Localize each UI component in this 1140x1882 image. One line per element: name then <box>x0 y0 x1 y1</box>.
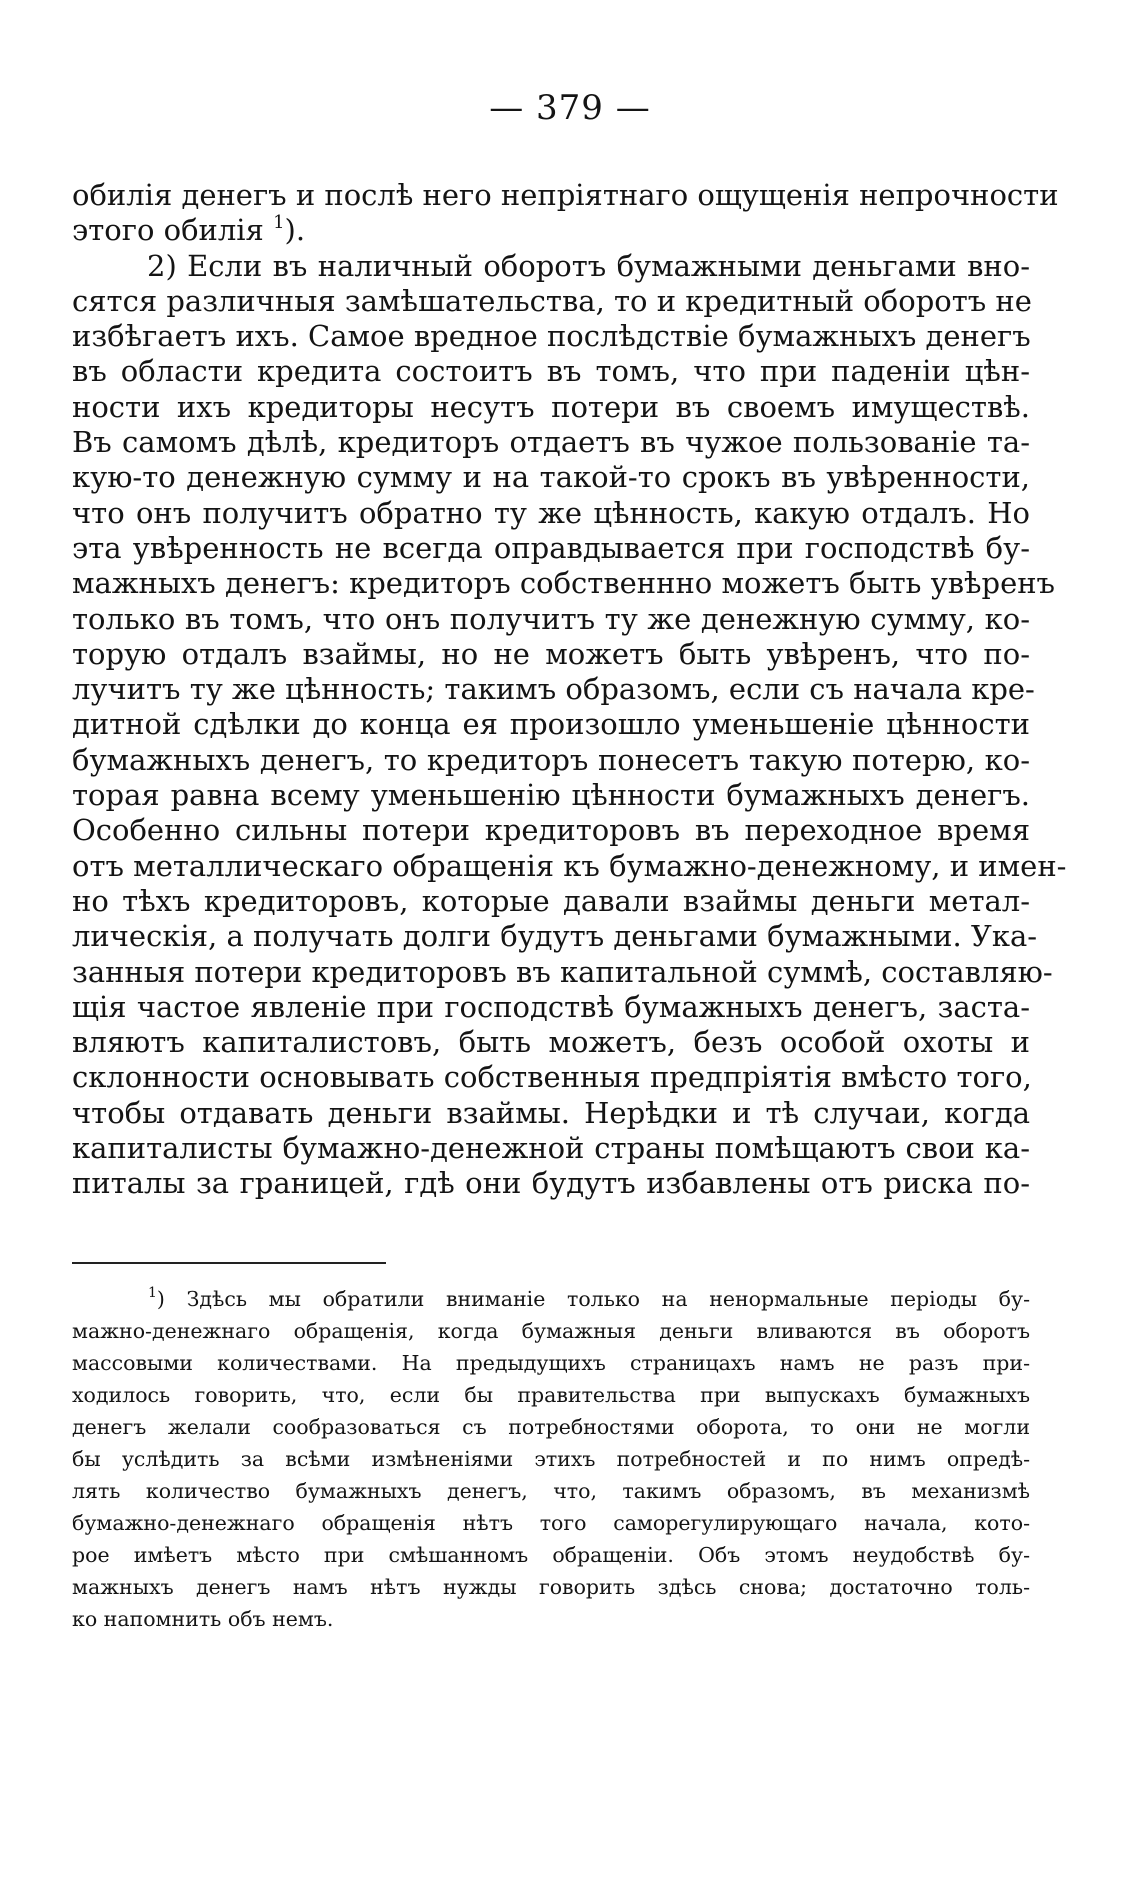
paragraph-start-line: 2) Если въ наличный оборотъ бумажными деньгами вно- <box>147 248 1030 283</box>
text-line: питалы за границей, гдѣ они будутъ избавлены отъ риска по- <box>72 1166 1030 1201</box>
text-line: лическія, а получать долги будутъ деньгами бумажными. Ука- <box>72 919 1038 954</box>
footnote-line: лять количество бумажныхъ денегъ, что, такимъ образомъ, въ механизмѣ <box>72 1479 1030 1503</box>
text-line: капиталисты бумажно-денежной страны помѣщаютъ свои ка- <box>72 1131 1030 1166</box>
text-line: избѣгаетъ ихъ. Самое вредное послѣдствіе бумажныхъ денегъ <box>72 319 1031 354</box>
footnote-marker: 1 <box>148 1285 157 1301</box>
text-line: въ области кредита состоитъ въ томъ, что при паденіи цѣн- <box>72 354 1030 389</box>
text-line-ending: ). <box>284 213 306 248</box>
text-line: дитной сдѣлки до конца ея произошло уменьшеніе цѣнности <box>72 707 1030 742</box>
text-line: кую-то денежную сумму и на такой-то срокъ въ увѣренности, <box>72 460 1030 495</box>
text-line: эта увѣренность не всегда оправдывается при господствѣ бу- <box>72 530 1030 565</box>
text-line: чтобы отдавать деньги взаймы. Нерѣдки и тѣ случаи, когда <box>72 1095 1030 1130</box>
footnote-marker-paren: ) <box>156 1287 165 1311</box>
text-line: обилія денегъ и послѣ него непріятнаго ощущенія непрочности <box>72 178 1059 212</box>
text-line: отъ металлическаго обращенія къ бумажно-денежному, и имен- <box>72 848 1067 883</box>
footnote-line: мажно-денежнаго обращенія, когда бумажныя деньги вливаются въ оборотъ <box>72 1319 1030 1343</box>
text-line-content: этого обилія <box>72 213 264 248</box>
page-number: — 379 — <box>489 88 651 128</box>
footnote-line: мажныхъ денегъ намъ нѣтъ нужды говорить здѣсь снова; достаточно толь- <box>72 1575 1030 1599</box>
text-line: но тѣхъ кредиторовъ, которые давали взаймы деньги метал- <box>72 883 1030 918</box>
text-line: лучитъ ту же цѣнность; такимъ образомъ, если съ начала кре- <box>72 672 1035 707</box>
text-line: ности ихъ кредиторы несутъ потери въ своемъ имуществѣ. <box>72 389 1030 424</box>
footnote-line: ходилось говорить, что, если бы правительства при выпускахъ бумажныхъ <box>72 1383 1030 1407</box>
text-line: только въ томъ, что онъ получитъ ту же денежную сумму, ко- <box>72 601 1030 636</box>
main-text <box>72 178 1067 1202</box>
text-line: сятся различныя замѣшательства, то и кредитный оборотъ не <box>72 283 1032 318</box>
footnote-line: массовыми количествами. На предыдущихъ страницахъ намъ не разъ при- <box>72 1351 1030 1375</box>
footnote-line: ко напомнить объ немъ. <box>72 1607 334 1631</box>
footnote-line: денегъ желали сообразоваться съ потребностями оборота, то они не могли <box>72 1415 1030 1439</box>
text-line: вляютъ капиталистовъ, быть можетъ, безъ особой охоты и <box>72 1025 1030 1060</box>
text-line: щія частое явленіе при господствѣ бумажныхъ денегъ, заста- <box>72 989 1030 1024</box>
text-line: Особенно сильны потери кредиторовъ въ переходное время <box>72 813 1030 848</box>
footnote-line: бы услѣдить за всѣми измѣненіями этихъ потребностей и по нимъ опредѣ- <box>72 1447 1030 1471</box>
footnote-line: бумажно-денежнаго обращенія нѣтъ того саморегулирующаго начала, кото- <box>72 1511 1030 1535</box>
text-line: бумажныхъ денегъ, то кредиторъ понесетъ такую потерю, ко- <box>72 742 1030 777</box>
text-line: занныя потери кредиторовъ въ капитальной суммѣ, составляю- <box>72 954 1053 989</box>
text-line: Въ самомъ дѣлѣ, кредиторъ отдаетъ въ чужое пользованіе та- <box>72 425 1030 460</box>
text-line <box>72 213 1030 248</box>
footnote-line: рое имѣетъ мѣсто при смѣшанномъ обращеніи. Объ этомъ неудобствѣ бу- <box>72 1543 1030 1567</box>
text-line: склонности основывать собственныя предпріятія вмѣсто того, <box>72 1060 1032 1095</box>
text-line: торую отдалъ взаймы, но не можетъ быть увѣренъ, что по- <box>72 636 1030 671</box>
text-line: что онъ получитъ обратно ту же цѣнность, какую отдалъ. Но <box>72 495 1030 530</box>
footnote-line <box>72 1283 1030 1315</box>
text-line: мажныхъ денегъ: кредиторъ собственнно можетъ быть увѣренъ <box>72 566 1056 601</box>
text-line: торая равна всему уменьшенію цѣнности бумажныхъ денегъ. <box>72 778 1030 813</box>
footnote-reference[interactable]: 1 <box>273 212 285 234</box>
footnote-line-content: Здѣсь мы обратили вниманіе только на ненормальные періоды бу- <box>186 1287 1030 1311</box>
footnote-block <box>72 1283 1030 1635</box>
footnote-divider <box>72 1262 386 1264</box>
